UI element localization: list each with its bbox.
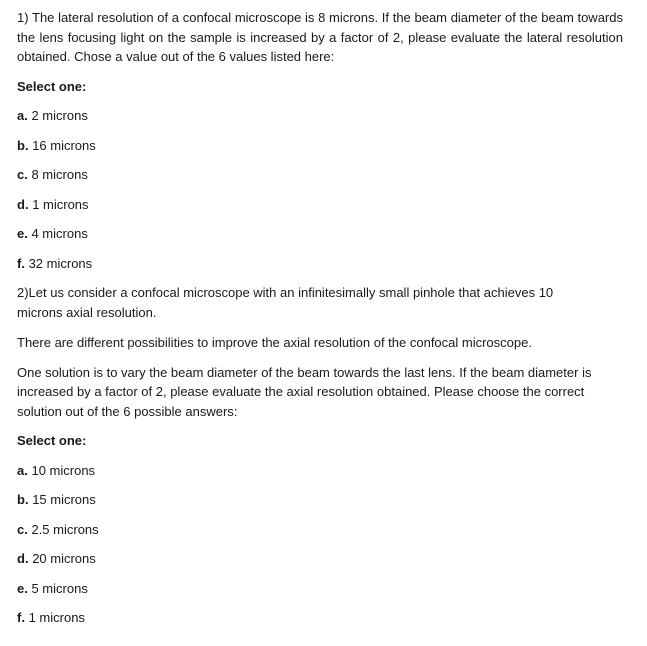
option-letter: b. <box>17 492 29 507</box>
question-1-option-a[interactable] <box>17 106 623 126</box>
option-text: 15 microns <box>32 492 96 507</box>
option-text: 4 microns <box>31 226 88 241</box>
option-letter: f. <box>17 255 25 271</box>
option-letter: e. <box>17 580 28 596</box>
option-text: 32 microns <box>28 255 93 271</box>
question-2-text: 2)Let us consider a confocal microscope with an infinitesimally small pinhole that achieves 10 microns axial resolution. <box>17 285 554 320</box>
option-letter: e. <box>17 226 28 241</box>
option-text: 2.5 microns <box>31 521 99 537</box>
question-2-option-e[interactable] <box>17 579 623 599</box>
question-1-option-d[interactable] <box>17 195 623 215</box>
option-letter: f. <box>17 610 25 625</box>
option-text: 5 microns <box>31 580 88 596</box>
option-text: 1 microns <box>32 196 89 212</box>
question-1-text: 1) The lateral resolution of a confocal microscope is 8 microns. If the beam diameter of the beam towards the lens focusing light on the sample is increased by a factor of 2, please evaluate the lateral resolution obtained. Chose a value out of the 6 values listed here: <box>17 10 623 64</box>
option-text: 20 microns <box>32 551 96 566</box>
question-1-option-e[interactable] <box>17 224 623 244</box>
question-1-select-label: Select one: <box>17 78 87 94</box>
question-1-option-c[interactable] <box>17 165 623 185</box>
question-2-option-b[interactable] <box>17 490 623 510</box>
question-2-option-a[interactable] <box>17 461 623 481</box>
question-2-context: There are different possibilities to improve the axial resolution of the confocal microscope. <box>17 335 532 350</box>
option-letter: d. <box>17 196 29 212</box>
option-letter: b. <box>17 137 29 153</box>
option-letter: d. <box>17 551 29 566</box>
question-2-prompt: One solution is to vary the beam diameter of the beam towards the last lens. If the beam diameter is increased by a factor of 2, please evaluate the axial resolution obtained. Please choose the correct solution out of the 6 possible answers: <box>17 364 592 419</box>
question-2-option-f[interactable] <box>17 608 623 628</box>
question-2-select-label: Select one: <box>17 433 87 448</box>
option-text: 8 microns <box>31 167 88 182</box>
option-text: 2 microns <box>31 108 88 123</box>
document <box>17 8 623 628</box>
option-text: 10 microns <box>31 462 96 478</box>
option-text: 16 microns <box>32 137 96 153</box>
option-letter: a. <box>17 462 28 478</box>
question-1-option-b[interactable] <box>17 136 623 156</box>
option-text: 1 microns <box>28 610 85 625</box>
option-letter: a. <box>17 108 28 123</box>
option-letter: c. <box>17 167 28 182</box>
question-2-option-c[interactable] <box>17 520 623 540</box>
question-2-option-d[interactable] <box>17 549 623 569</box>
question-1-option-f[interactable] <box>17 254 623 274</box>
option-letter: c. <box>17 521 28 537</box>
